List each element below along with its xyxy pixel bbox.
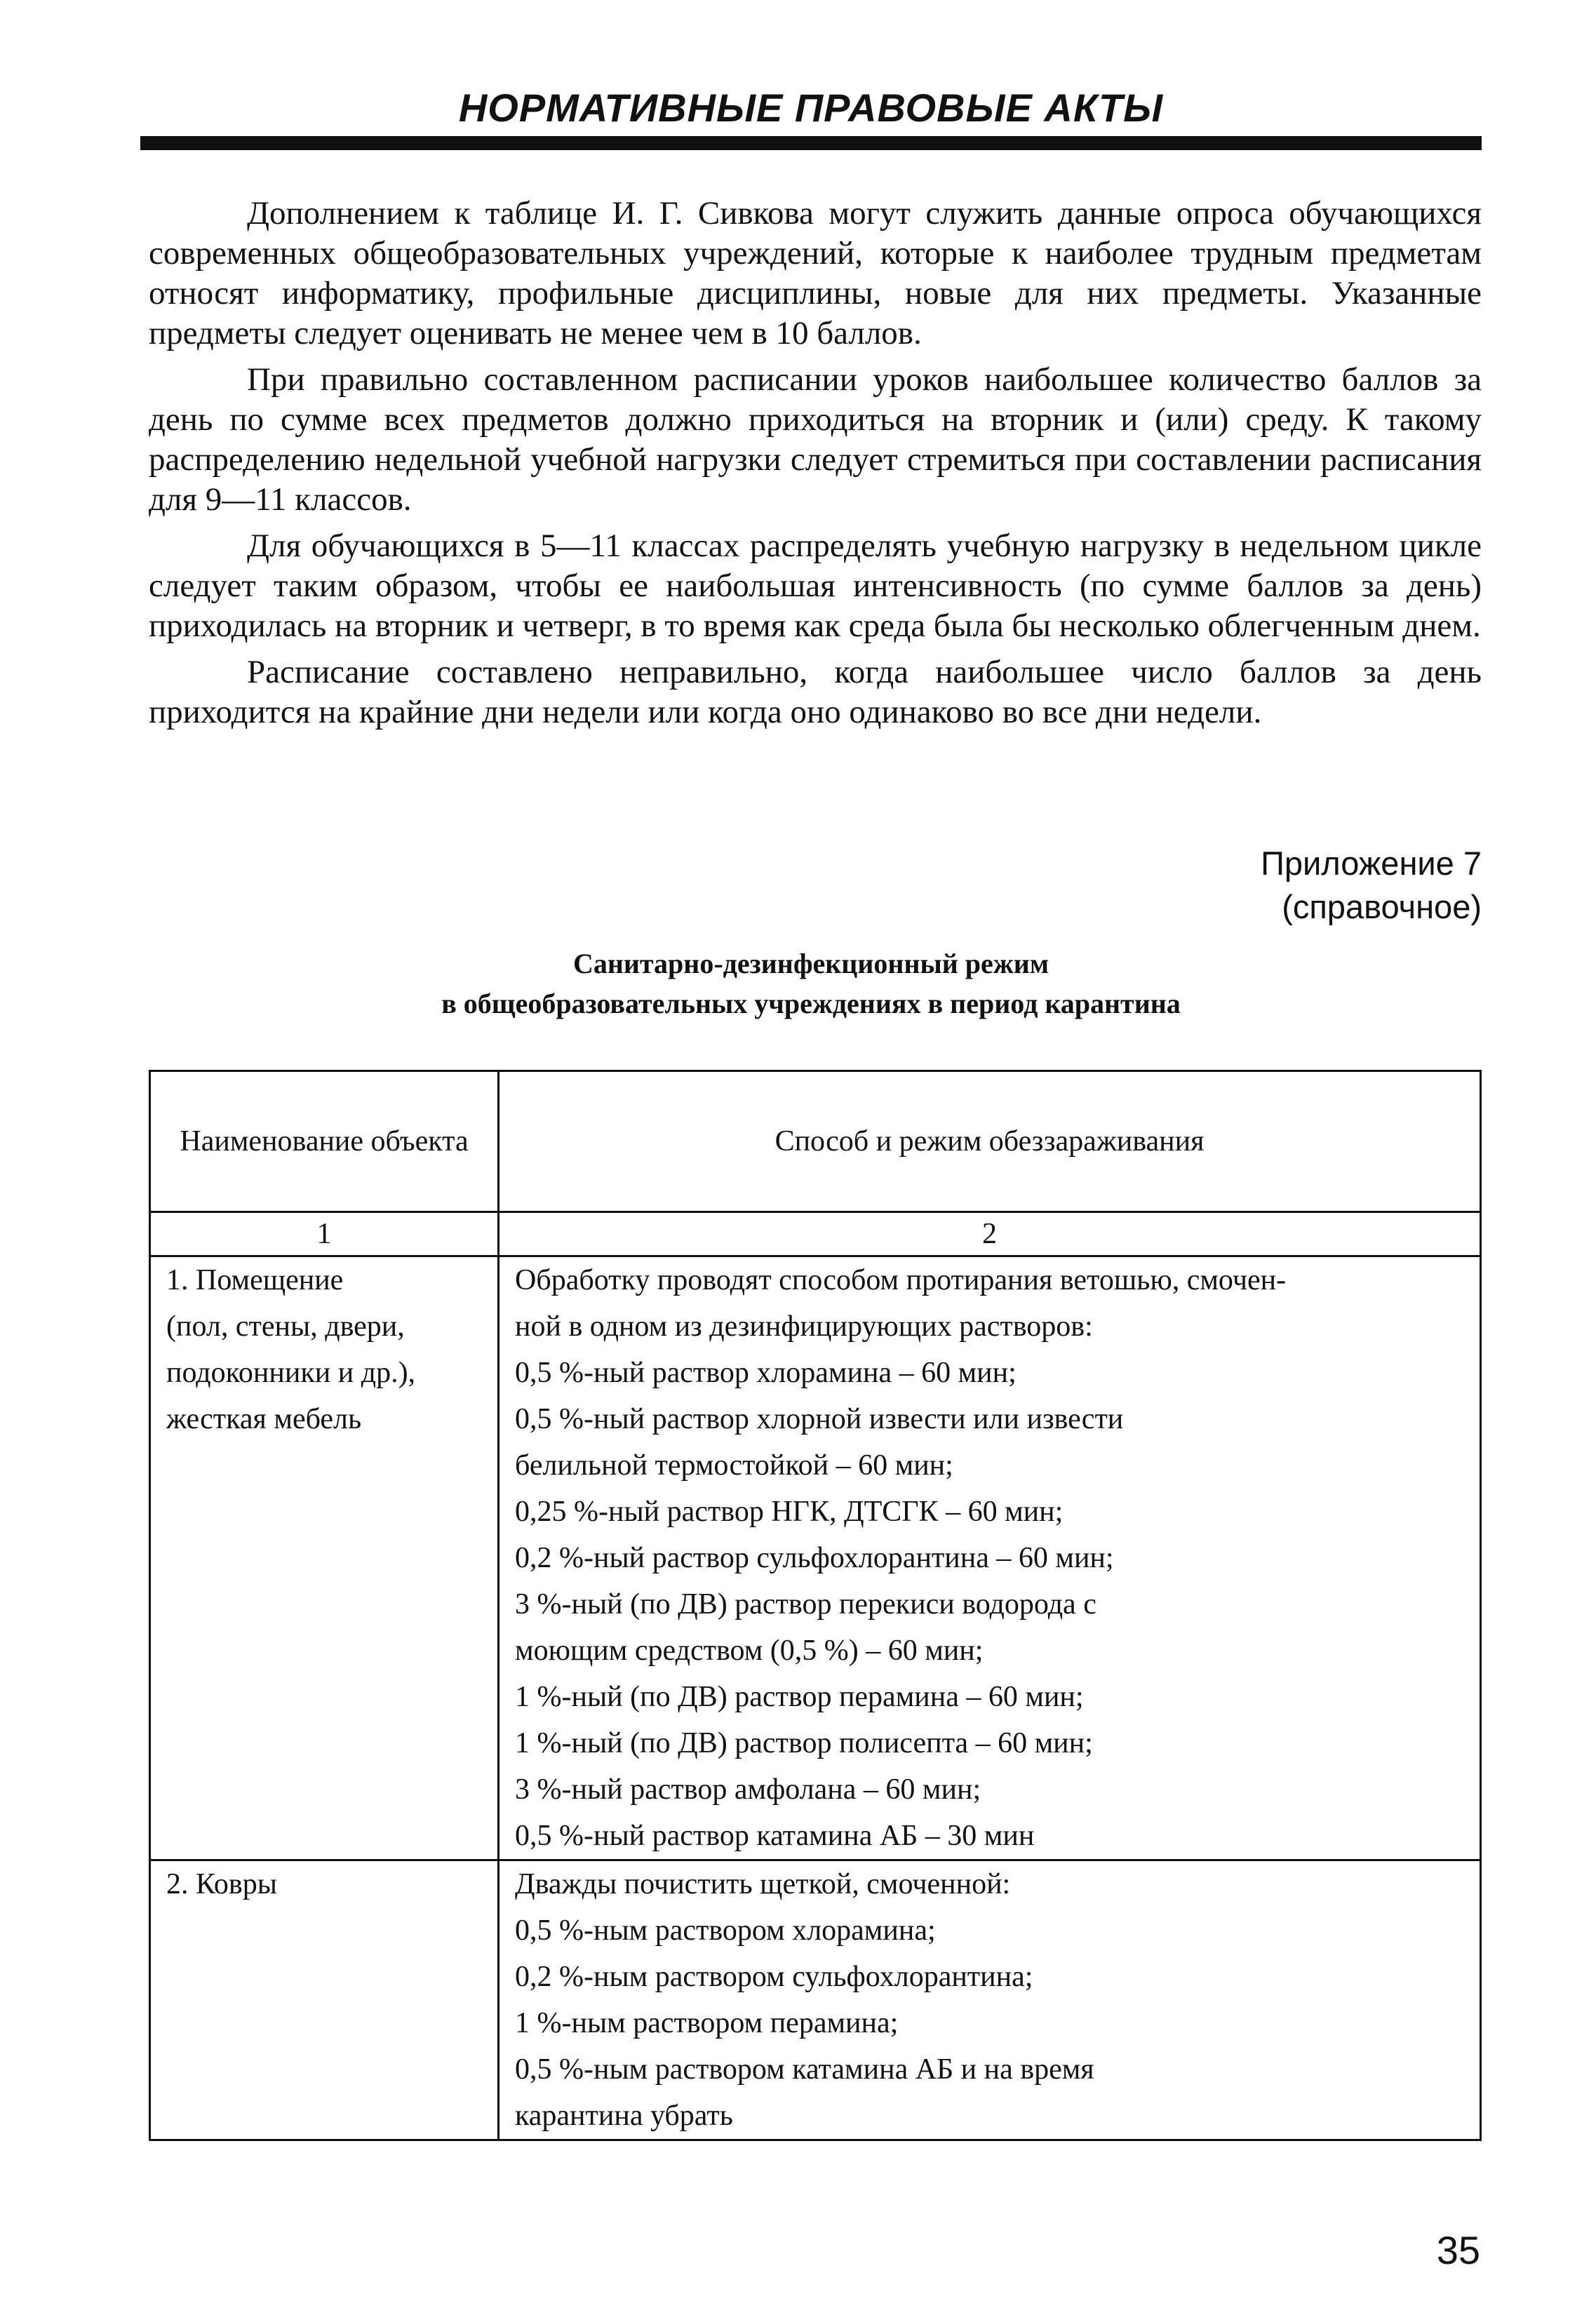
cell-line: Обработку проводят способом протирания ветошью, смочен- bbox=[515, 1264, 1287, 1296]
cell-line: ной в одном из дезинфицирующих растворов: bbox=[515, 1310, 1093, 1343]
appendix-type: (справочное) bbox=[1282, 888, 1482, 925]
table-row bbox=[150, 1860, 1481, 2140]
disinfection-table bbox=[149, 1070, 1482, 2141]
paragraph: Для обучающихся в 5—11 классах распределять учебную нагрузку в недельном цикле следует таким образом, чтобы ее наибольшая интенсивность (по сумме баллов за день) приходилась на вторник и четверг, в то время как среда была бы несколько облегченным днем. bbox=[149, 528, 1482, 644]
cell-line: 0,5 %-ным раствором катамина АБ и на время bbox=[515, 2053, 1094, 2086]
method-cell bbox=[499, 1860, 1481, 2140]
paragraph: Дополнением к таблице И. Г. Сивкова могут служить данные опроса обучающихся современных общеобразовательных учреждений, которые к наиболее трудным предметам относят информатику, профильные дисциплины, новые для них предметы. Указанные предметы следует оценивать не менее чем в 10 баллов. bbox=[149, 195, 1482, 351]
paragraph: При правильно составленном расписании уроков наибольшее количество баллов за день по сумме всех предметов должно приходиться на вторник и (или) среду. К такому распределению недельной учебной нагрузки следует стремиться при составлении расписания для 9—11 классов. bbox=[149, 361, 1482, 518]
column-number: 1 bbox=[150, 1212, 499, 1256]
method-cell bbox=[499, 1256, 1481, 1860]
cell-line: белильной термостойкой – 60 мин; bbox=[515, 1449, 953, 1482]
cell-line: 0,2 %-ным раствором сульфохлорантина; bbox=[515, 1961, 1033, 1993]
running-header bbox=[140, 83, 1482, 150]
page-number: 35 bbox=[1436, 2228, 1480, 2272]
appendix-label bbox=[1261, 842, 1482, 929]
cell-line: жесткая мебель bbox=[166, 1403, 362, 1435]
cell-line: 0,5 %-ный раствор хлорной извести или извести bbox=[515, 1403, 1124, 1435]
cell-line: 1. Помещение bbox=[166, 1264, 344, 1296]
table-row bbox=[150, 1256, 1481, 1860]
cell-line: подоконники и др.), bbox=[166, 1357, 416, 1389]
column-header-object: Наименование объекта bbox=[150, 1071, 499, 1212]
appendix-number: Приложение 7 bbox=[1261, 845, 1482, 882]
cell-line: 1 %-ным раствором перамина; bbox=[515, 2007, 899, 2039]
table-caption-line: Санитарно-дезинфекционный режим bbox=[572, 948, 1050, 979]
cell-line: карантина убрать bbox=[515, 2100, 733, 2132]
table-header-row bbox=[150, 1071, 1481, 1212]
body-text bbox=[149, 194, 1482, 739]
cell-line: Дважды почистить щеткой, смоченной: bbox=[515, 1868, 1011, 1900]
cell-line: 1 %-ный (по ДВ) раствор перамина – 60 мин; bbox=[515, 1681, 1084, 1713]
header-rule bbox=[140, 136, 1482, 150]
running-header-title: НОРМАТИВНЫЕ ПРАВОВЫЕ АКТЫ bbox=[458, 86, 1164, 130]
cell-line: 3 %-ный (по ДВ) раствор перекиси водорода с bbox=[515, 1588, 1097, 1621]
column-number-row bbox=[150, 1212, 1481, 1256]
object-cell bbox=[150, 1256, 499, 1860]
cell-line: 1 %-ный (по ДВ) раствор полисепта – 60 мин; bbox=[515, 1727, 1093, 1759]
column-number: 2 bbox=[499, 1212, 1481, 1256]
cell-line: моющим средством (0,5 %) – 60 мин; bbox=[515, 1635, 984, 1667]
cell-line: 0,25 %-ный раствор НГК, ДТСГК – 60 мин; bbox=[515, 1496, 1064, 1528]
column-header-method: Способ и режим обеззараживания bbox=[499, 1071, 1481, 1212]
cell-line: 0,5 %-ным раствором хлорамина; bbox=[515, 1914, 936, 1947]
cell-line: 3 %-ный раствор амфолана – 60 мин; bbox=[515, 1773, 981, 1806]
cell-line: 0,2 %-ный раствор сульфохлорантина – 60 мин; bbox=[515, 1542, 1114, 1574]
cell-line: 2. Ковры bbox=[166, 1868, 277, 1900]
cell-line: 0,5 %-ный раствор катамина АБ – 30 мин bbox=[515, 1820, 1035, 1852]
paragraph: Расписание составлено неправильно, когда наибольшее число баллов за день приходится на крайние дни недели или когда оно одинаково во все дни недели. bbox=[149, 654, 1482, 730]
object-cell bbox=[150, 1860, 499, 2140]
cell-line: (пол, стены, двери, bbox=[166, 1310, 405, 1343]
table-caption-line: в общеобразовательных учреждениях в период карантина bbox=[441, 988, 1181, 1019]
table-caption bbox=[140, 944, 1482, 1024]
cell-line: 0,5 %-ный раствор хлорамина – 60 мин; bbox=[515, 1357, 1017, 1389]
